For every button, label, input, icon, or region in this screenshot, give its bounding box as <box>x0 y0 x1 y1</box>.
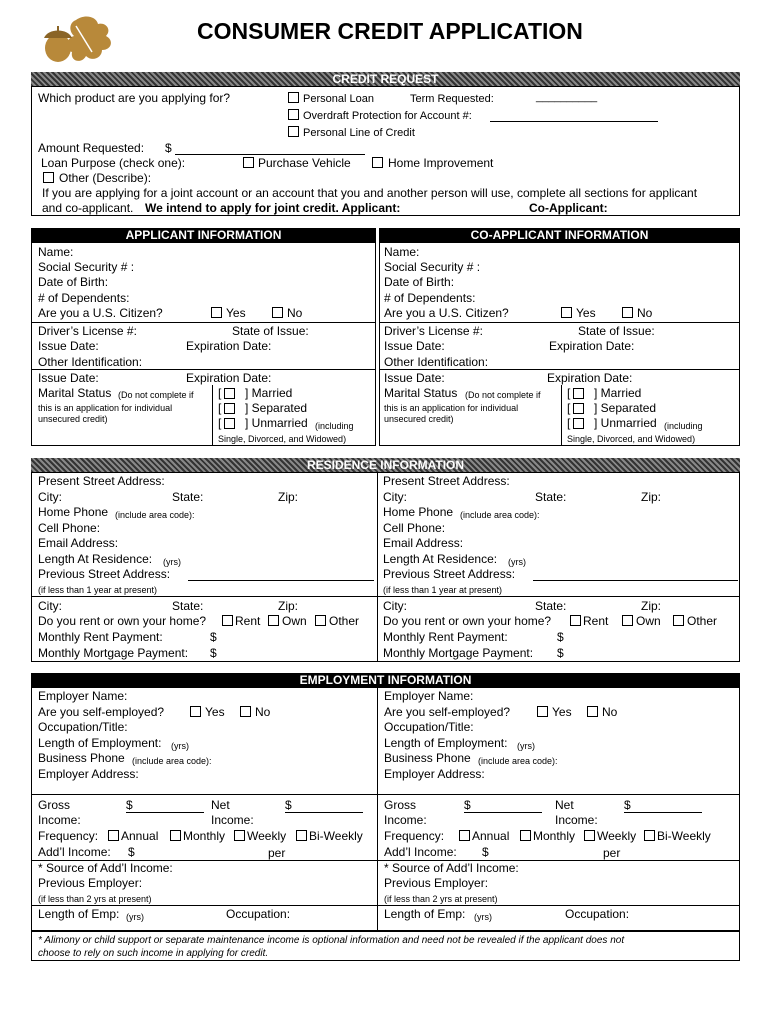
co-emp-biweekly-checkbox[interactable] <box>644 830 655 841</box>
co-res-prev-zip-label: Zip: <box>641 599 662 613</box>
emp-address-label: Employer Address: <box>38 767 139 781</box>
res-rent-checkbox[interactable] <box>222 615 233 626</box>
employment-header: EMPLOYMENT INFORMATION <box>31 673 740 687</box>
co-emp-monthly-label: Monthly <box>533 829 576 843</box>
co-emp-gross-field[interactable] <box>464 812 542 813</box>
emp-length-short-yrs: (yrs) <box>126 912 144 922</box>
co-emp-weekly-checkbox[interactable] <box>584 830 595 841</box>
res-own-label: Own <box>282 614 307 628</box>
term-requested-blank[interactable]: __________ <box>536 91 598 103</box>
co-emp-biweekly-label: Bi-Weekly <box>657 829 711 843</box>
res-prev-street-label: Previous Street Address: <box>38 567 171 581</box>
emp-self-no-label: No <box>255 705 271 719</box>
footnote-line-2: choose to rely on such income in applying for credit. <box>38 948 269 959</box>
overdraft-label: Overdraft Protection for Account #: <box>303 110 472 122</box>
co-res-length-label: Length At Residence: <box>383 552 498 566</box>
app-other-id-label: Other Identification: <box>38 355 143 369</box>
res-home-phone-note: (include area code): <box>115 510 195 520</box>
emp-gross-income-label: Income: <box>38 813 81 827</box>
co-emp-length-yrs: (yrs) <box>517 741 535 751</box>
co-res-own-checkbox[interactable] <box>622 615 633 626</box>
home-improvement-checkbox[interactable] <box>372 157 383 168</box>
emp-less-2yrs-note: (if less than 2 yrs at present) <box>38 894 152 904</box>
emp-addl-per: per <box>268 846 286 860</box>
co-emp-gross-income-label: Income: <box>384 813 427 827</box>
co-emp-annual-checkbox[interactable] <box>459 830 470 841</box>
app-single-note: Single, Divorced, and Widowed) <box>218 434 347 444</box>
co-emp-net-label: Net <box>555 798 574 812</box>
co-res-other-checkbox[interactable] <box>673 615 684 626</box>
emp-addl-dollar: $ <box>128 845 135 859</box>
app-citizen-yes-label: Yes <box>226 306 246 320</box>
co-res-less-1yr-note: (if less than 1 year at present) <box>383 585 503 595</box>
co-emp-length-label: Length of Employment: <box>384 736 508 750</box>
co-res-state-label: State: <box>535 490 567 504</box>
co-emp-net-income-label: Income: <box>555 813 598 827</box>
emp-frequency-label: Frequency: <box>38 829 99 843</box>
emp-source-label: * Source of Add’l Income: <box>38 861 173 875</box>
app-dl-label: Driver’s License #: <box>38 324 137 338</box>
co-including-note: (including <box>664 421 703 431</box>
app-name-label: Name: <box>38 245 74 259</box>
emp-prev-employer-label: Previous Employer: <box>38 876 143 890</box>
emp-gross-label: Gross <box>38 798 71 812</box>
co-res-mortgage-dollar: $ <box>557 646 564 660</box>
co-res-rent-payment-label: Monthly Rent Payment: <box>383 630 508 644</box>
co-emp-occupation-title-label: Occupation/Title: <box>384 720 474 734</box>
app-citizen-yes-checkbox[interactable] <box>211 307 222 318</box>
app-dependents-label: # of Dependents: <box>38 291 130 305</box>
joint-credit-notice-2a: and co-applicant. <box>42 201 134 215</box>
res-rent-payment-label: Monthly Rent Payment: <box>38 630 163 644</box>
res-rent-own-label: Do you rent or own your home? <box>38 614 207 628</box>
co-emp-length-short-yrs: (yrs) <box>474 912 492 922</box>
res-own-checkbox[interactable] <box>268 615 279 626</box>
co-separated-label: ] Separated <box>594 401 657 415</box>
co-single-note: Single, Divorced, and Widowed) <box>567 434 696 444</box>
res-mortgage-label: Monthly Mortgage Payment: <box>38 646 189 660</box>
emp-length-label: Length of Employment: <box>38 736 162 750</box>
co-separated-bracket: [ <box>567 401 571 415</box>
emp-addl-income-label: Add’l Income: <box>38 845 111 859</box>
app-dl-state-label: State of Issue: <box>232 324 309 338</box>
co-emp-source-label: * Source of Add’l Income: <box>384 861 519 875</box>
emp-annual-checkbox[interactable] <box>108 830 119 841</box>
co-citizen-yes-checkbox[interactable] <box>561 307 572 318</box>
co-married-checkbox[interactable] <box>573 388 584 399</box>
co-separated-checkbox[interactable] <box>573 403 584 414</box>
app-married-checkbox[interactable] <box>224 388 235 399</box>
app-oid-issue-label: Issue Date: <box>38 371 99 385</box>
co-res-home-phone-label: Home Phone <box>383 505 454 519</box>
amount-dollar-sign: $ <box>165 141 172 155</box>
joint-credit-notice: If you are applying for a joint account or an account that you and another person will use, complete all sections for applicant <box>42 186 698 200</box>
co-res-length-yrs: (yrs) <box>508 557 526 567</box>
app-unmarried-checkbox[interactable] <box>224 418 235 429</box>
amount-requested-field[interactable] <box>175 154 365 155</box>
co-oid-issue-label: Issue Date: <box>384 371 445 385</box>
res-street-label: Present Street Address: <box>38 474 165 488</box>
app-including-note: (including <box>315 421 354 431</box>
co-res-prev-street-field[interactable] <box>533 580 738 581</box>
co-marital-note2: this is an application for individual <box>384 403 519 413</box>
loan-purpose-label: Loan Purpose (check one): <box>41 156 186 170</box>
emp-length-yrs: (yrs) <box>171 741 189 751</box>
co-res-mortgage-label: Monthly Mortgage Payment: <box>383 646 534 660</box>
app-dob-label: Date of Birth: <box>38 275 109 289</box>
res-email-label: Email Address: <box>38 536 119 550</box>
product-question: Which product are you applying for? <box>38 91 231 105</box>
co-emp-weekly-label: Weekly <box>597 829 637 843</box>
co-emp-addl-dollar: $ <box>482 845 489 859</box>
emp-monthly-label: Monthly <box>183 829 226 843</box>
emp-weekly-checkbox[interactable] <box>234 830 245 841</box>
app-marital-note1: (Do not complete if <box>118 390 194 400</box>
co-emp-length-short-label: Length of Emp: <box>384 907 466 921</box>
emp-gross-field[interactable] <box>126 812 204 813</box>
co-emp-gross-dollar: $ <box>464 798 471 812</box>
co-res-prev-city-label: City: <box>383 599 407 613</box>
co-emp-net-field[interactable] <box>624 812 702 813</box>
res-rent-dollar: $ <box>210 630 217 644</box>
co-emp-business-phone-label: Business Phone <box>384 751 471 765</box>
res-rent-label: Rent <box>235 614 261 628</box>
co-emp-addl-income-label: Add’l Income: <box>384 845 457 859</box>
co-res-cell-label: Cell Phone: <box>383 521 446 535</box>
co-res-rent-label: Rent <box>583 614 609 628</box>
emp-gross-dollar: $ <box>126 798 133 812</box>
co-res-rent-checkbox[interactable] <box>570 615 581 626</box>
co-applicant-header: CO-APPLICANT INFORMATION <box>379 228 740 242</box>
co-marital-label: Marital Status <box>384 386 458 400</box>
emp-annual-label: Annual <box>121 829 159 843</box>
home-improvement-label: Home Improvement <box>388 156 494 170</box>
amount-requested-label: Amount Requested: <box>38 141 145 155</box>
app-married-bracket: [ <box>218 386 222 400</box>
applicant-header: APPLICANT INFORMATION <box>31 228 376 242</box>
overdraft-checkbox[interactable] <box>288 109 299 120</box>
emp-self-yes-checkbox[interactable] <box>190 706 201 717</box>
line-of-credit-label: Personal Line of Credit <box>303 127 415 139</box>
res-prev-zip-label: Zip: <box>278 599 299 613</box>
other-purpose-checkbox[interactable] <box>43 172 54 183</box>
emp-biweekly-label: Bi-Weekly <box>309 829 363 843</box>
app-dl-issue-label: Issue Date: <box>38 339 99 353</box>
res-other-label: Other <box>329 614 360 628</box>
co-dl-exp-label: Expiration Date: <box>549 339 635 353</box>
res-length-yrs: (yrs) <box>163 557 181 567</box>
co-emp-net-dollar: $ <box>624 798 631 812</box>
oak-leaf-acorn-icon <box>36 12 116 72</box>
emp-occupation-title-label: Occupation/Title: <box>38 720 128 734</box>
co-emp-business-phone-note: (include area code): <box>478 756 558 766</box>
res-cell-label: Cell Phone: <box>38 521 101 535</box>
personal-loan-checkbox[interactable] <box>288 92 299 103</box>
co-other-id-label: Other Identification: <box>384 355 489 369</box>
co-emp-less-2yrs-note: (if less than 2 yrs at present) <box>384 894 498 904</box>
co-emp-gross-label: Gross <box>384 798 417 812</box>
co-emp-name-label: Employer Name: <box>384 689 474 703</box>
emp-self-yes-label: Yes <box>205 705 225 719</box>
app-separated-checkbox[interactable] <box>224 403 235 414</box>
co-dl-label: Driver’s License #: <box>384 324 483 338</box>
page-title: CONSUMER CREDIT APPLICATION <box>197 18 583 44</box>
co-res-street-label: Present Street Address: <box>383 474 510 488</box>
co-res-own-label: Own <box>636 614 661 628</box>
co-unmarried-checkbox[interactable] <box>573 418 584 429</box>
res-state-label: State: <box>172 490 204 504</box>
app-oid-exp-label: Expiration Date: <box>186 371 272 385</box>
purchase-vehicle-label: Purchase Vehicle <box>258 156 351 170</box>
co-citizen-no-checkbox[interactable] <box>622 307 633 318</box>
co-unmarried-bracket: [ <box>567 416 571 430</box>
co-dl-state-label: State of Issue: <box>578 324 655 338</box>
app-marital-label: Marital Status <box>38 386 112 400</box>
co-name-label: Name: <box>384 245 420 259</box>
residence-header: RESIDENCE INFORMATION <box>31 458 740 472</box>
overdraft-account-field[interactable] <box>490 121 658 122</box>
app-married-label: ] Married <box>245 386 293 400</box>
co-res-other-label: Other <box>687 614 718 628</box>
co-emp-self-no-checkbox[interactable] <box>587 706 598 717</box>
co-res-email-label: Email Address: <box>383 536 464 550</box>
co-emp-addl-per: per <box>603 846 621 860</box>
co-married-label: ] Married <box>594 386 642 400</box>
co-emp-self-label: Are you self-employed? <box>384 705 511 719</box>
res-less-1yr-note: (if less than 1 year at present) <box>38 585 158 595</box>
co-emp-occupation-label: Occupation: <box>565 907 630 921</box>
res-zip-label: Zip: <box>278 490 299 504</box>
app-marital-note3: unsecured credit) <box>38 414 108 424</box>
emp-net-field[interactable] <box>285 812 363 813</box>
emp-occupation-label: Occupation: <box>226 907 291 921</box>
emp-monthly-checkbox[interactable] <box>170 830 181 841</box>
emp-length-short-label: Length of Emp: <box>38 907 120 921</box>
emp-self-no-checkbox[interactable] <box>240 706 251 717</box>
co-res-zip-label: Zip: <box>641 490 662 504</box>
res-city-label: City: <box>38 490 62 504</box>
co-emp-self-yes-label: Yes <box>552 705 572 719</box>
co-citizen-yes-label: Yes <box>576 306 596 320</box>
co-res-prev-state-label: State: <box>535 599 567 613</box>
personal-loan-label: Personal Loan <box>303 93 374 105</box>
term-requested-label: Term Requested: <box>410 93 494 105</box>
purchase-vehicle-checkbox[interactable] <box>243 157 254 168</box>
emp-weekly-label: Weekly <box>247 829 287 843</box>
co-emp-self-no-label: No <box>602 705 618 719</box>
joint-credit-applicant: We intend to apply for joint credit. Applicant: <box>145 201 401 215</box>
co-dob-label: Date of Birth: <box>384 275 455 289</box>
co-oid-exp-label: Expiration Date: <box>547 371 633 385</box>
res-other-checkbox[interactable] <box>315 615 326 626</box>
emp-net-income-label: Income: <box>211 813 254 827</box>
joint-credit-co-applicant: Co-Applicant: <box>529 201 608 215</box>
co-emp-frequency-label: Frequency: <box>384 829 445 843</box>
emp-net-label: Net <box>211 798 230 812</box>
res-home-phone-label: Home Phone <box>38 505 109 519</box>
co-marital-note3: unsecured credit) <box>384 414 454 424</box>
app-unmarried-label: ] Unmarried <box>245 416 308 430</box>
emp-biweekly-checkbox[interactable] <box>296 830 307 841</box>
res-length-label: Length At Residence: <box>38 552 153 566</box>
emp-business-phone-label: Business Phone <box>38 751 125 765</box>
emp-business-phone-note: (include area code): <box>132 756 212 766</box>
co-emp-prev-employer-label: Previous Employer: <box>384 876 489 890</box>
co-citizen-no-label: No <box>637 306 653 320</box>
co-res-city-label: City: <box>383 490 407 504</box>
emp-self-label: Are you self-employed? <box>38 705 165 719</box>
co-dependents-label: # of Dependents: <box>384 291 476 305</box>
app-citizen-no-label: No <box>287 306 303 320</box>
res-mortgage-dollar: $ <box>210 646 217 660</box>
co-dl-issue-label: Issue Date: <box>384 339 445 353</box>
app-citizen-label: Are you a U.S. Citizen? <box>38 306 163 320</box>
line-of-credit-checkbox[interactable] <box>288 126 299 137</box>
res-prev-state-label: State: <box>172 599 204 613</box>
co-res-home-phone-note: (include area code): <box>460 510 540 520</box>
co-married-bracket: [ <box>567 386 571 400</box>
credit-request-header: CREDIT REQUEST <box>31 72 740 86</box>
co-res-rent-own-label: Do you rent or own your home? <box>383 614 552 628</box>
app-ssn-label: Social Security # : <box>38 260 135 274</box>
co-marital-note1: (Do not complete if <box>465 390 541 400</box>
res-prev-city-label: City: <box>38 599 62 613</box>
co-emp-address-label: Employer Address: <box>384 767 485 781</box>
co-res-prev-street-label: Previous Street Address: <box>383 567 516 581</box>
app-separated-label: ] Separated <box>245 401 308 415</box>
app-citizen-no-checkbox[interactable] <box>272 307 283 318</box>
app-unmarried-bracket: [ <box>218 416 222 430</box>
co-res-rent-dollar: $ <box>557 630 564 644</box>
co-emp-self-yes-checkbox[interactable] <box>537 706 548 717</box>
co-ssn-label: Social Security # : <box>384 260 481 274</box>
app-marital-note2: this is an application for individual <box>38 403 173 413</box>
emp-net-dollar: $ <box>285 798 292 812</box>
other-purpose-label: Other (Describe): <box>59 171 152 185</box>
res-prev-street-field[interactable] <box>188 580 374 581</box>
app-separated-bracket: [ <box>218 401 222 415</box>
footnote-line-1: * Alimony or child support or separate maintenance income is optional information and need not be revealed if the applicant does not <box>38 935 625 946</box>
co-emp-monthly-checkbox[interactable] <box>520 830 531 841</box>
co-unmarried-label: ] Unmarried <box>594 416 657 430</box>
co-emp-annual-label: Annual <box>472 829 510 843</box>
app-dl-exp-label: Expiration Date: <box>186 339 272 353</box>
co-citizen-label: Are you a U.S. Citizen? <box>384 306 509 320</box>
emp-name-label: Employer Name: <box>38 689 128 703</box>
